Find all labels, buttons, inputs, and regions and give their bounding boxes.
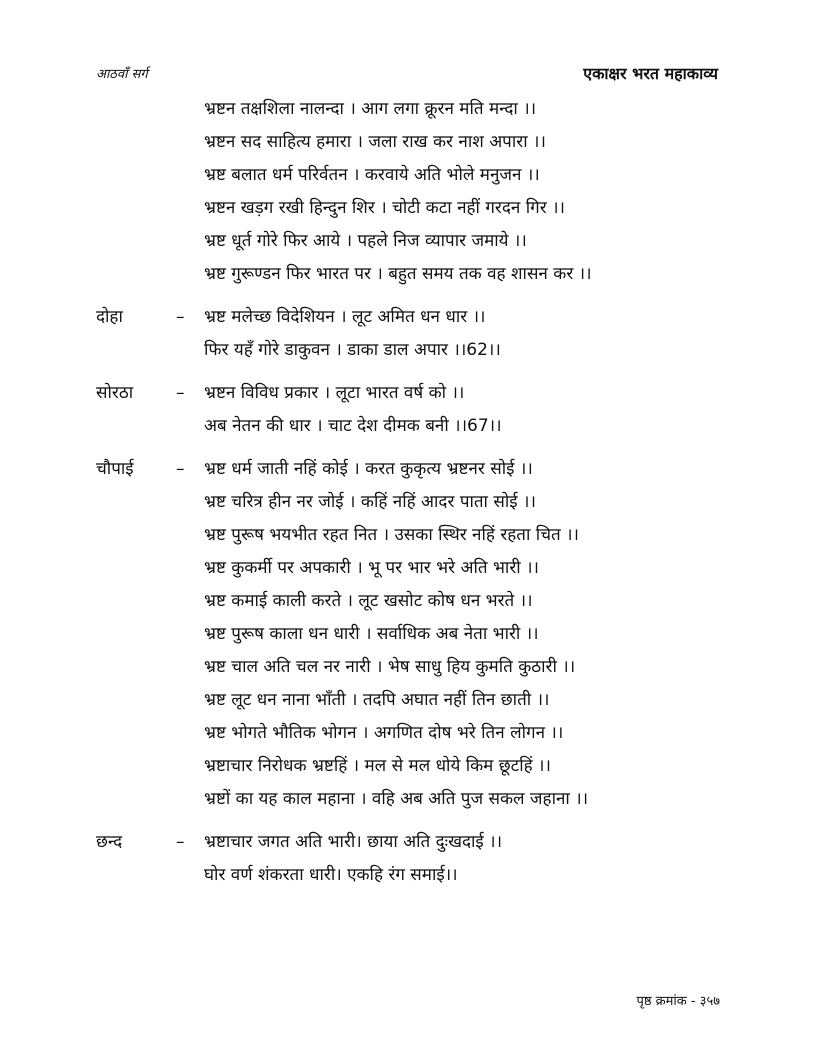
intro-stanza [96,93,722,291]
verse-line: भ्रष्ट भोगते भौतिक भोगन । अगणित दोष भरे तिन लोगन ।। [204,723,564,743]
book-title-header: एकाक्षर भरत महाकाव्य [583,64,718,83]
verse-line: घोर वर्ण शंकरता धारी। एकहि रंग समाई।। [204,865,458,885]
verse-line: भ्रष्ट कमाई काली करते । लूट खसोट कोष धन भरते ।। [204,591,533,611]
verse-line: भ्रष्ट चाल अति चल नर नारी । भेष साधु हिय कुमति कुठारी ।। [204,657,576,677]
verse-line: भ्रष्टाचार जगत अति भारी। छाया अति दुःखदाई ।। [204,832,503,852]
verse-line: भ्रष्ट पुरूष भयभीत रहत नित । उसका स्थिर नहिं रहता चित ।। [204,525,579,545]
verse-line: भ्रष्टन तक्षशिला नालन्दा । आग लगा क्रूरन मति मन्दा ।। [204,99,537,119]
verse-section [96,301,722,367]
section-dash: – [176,307,185,327]
section-dash: – [176,383,185,403]
verse-section [96,826,722,892]
verse-line: भ्रष्टन सद साहित्य हमारा । जला राख कर नाश अपारा ।। [204,132,546,152]
section-label: दोहा [96,307,123,327]
section-lines [204,301,722,367]
verse-line: भ्रष्ट गुरूण्डन फिर भारत पर । बहुत समय तक वह शासन कर ।। [204,264,592,284]
section-lines [204,826,722,892]
verse-line: भ्रष्ट बलात धर्म परिर्वतन । करवाये अति भोले मनुजन ।। [204,165,540,185]
section-lines [204,377,722,443]
verse-line: भ्रष्ट चरित्र हीन नर जोई । कहिं नहिं आदर पाता सोई ।। [204,492,536,512]
verse-line: भ्रष्ट कुकर्मी पर अपकारी । भू पर भार भरे अति भारी ।। [204,558,539,578]
verse-line: भ्रष्ट मलेच्छ विदेशियन । लूट अमित धन धार ।। [204,307,486,327]
verse-line: भ्रष्टाचार निरोधक भ्रष्टहिं । मल से मल धोये किम छूटहिं ।। [204,756,551,776]
verse-line: भ्रष्ट पुरूष काला धन धारी । सर्वाधिक अब नेता भारी ।। [204,624,539,644]
verse-line: भ्रष्टन विविध प्रकार । लूटा भारत वर्ष को ।। [204,383,465,403]
verse-line: फिर यहँ गोरे डाकुवन । डाका डाल अपार ।।62।। [204,340,501,360]
section-dash: – [176,459,185,479]
page-number: पृष्ठ क्रमांक - ३५७ [636,994,720,1009]
section-label: छन्द [96,832,123,852]
verse-section [96,377,722,443]
verse-sections [96,301,722,892]
verse-line: भ्रष्ट लूट धन नाना भाँती । तदपि अघात नहीं तिन छाती ।। [204,690,550,710]
chapter-header: आठवाँ सर्ग [96,67,148,82]
section-lines [204,453,722,816]
verse-section [96,453,722,816]
verse-line: भ्रष्ट धूर्त गोरे फिर आये । पहले निज व्यापार जमाये ।। [204,231,527,251]
intro-lines [204,93,722,291]
poem-body [96,93,722,892]
section-label: सोरठा [96,383,134,403]
verse-line: भ्रष्टन खड़ग रखी हिन्दुन शिर । चोटी कटा नहीं गरदन गिर ।। [204,198,565,218]
section-label: चौपाई [96,459,134,479]
verse-line: भ्रष्ट धर्म जाती नहिं कोई । करत कुकृत्य भ्रष्टनर सोई ।। [204,459,533,479]
verse-line: अब नेतन की धार । चाट देश दीमक बनी ।।67।। [204,416,502,436]
verse-line: भ्रष्टों का यह काल महाना । वहि अब अति पुज सकल जहाना ।। [204,789,589,809]
section-dash: – [176,832,185,852]
